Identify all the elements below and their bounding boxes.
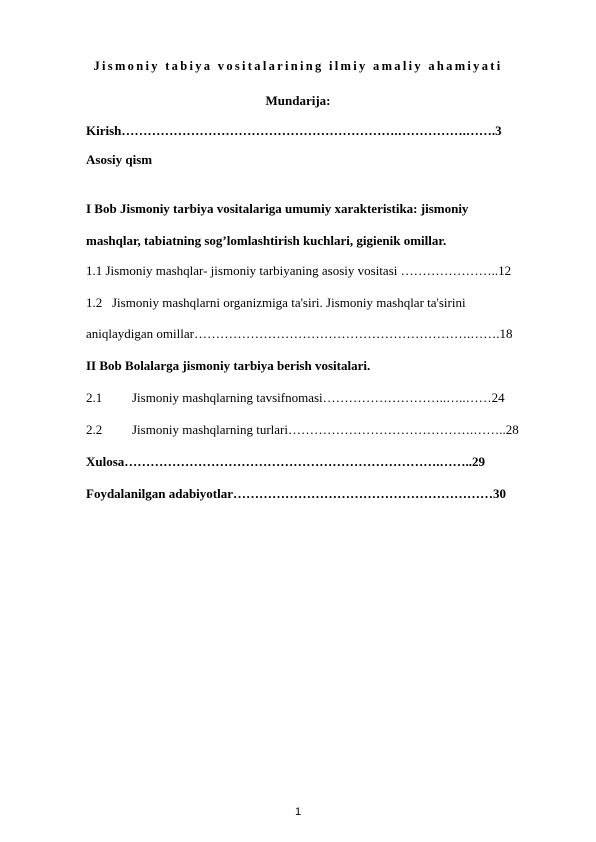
toc-entry-text: Jismoniy mashqlarning tavsifnomasi………………………..…..……24 bbox=[132, 390, 505, 405]
toc-chapter-1-line-1: I Bob Jismoniy tarbiya vositalariga umumiy xarakteristika: jismoniy bbox=[86, 201, 469, 216]
toc-entry-adabiyotlar: Foydalanilgan adabiyotlar……………………………………………………30 bbox=[86, 486, 506, 501]
toc-entry-text: Jismoniy mashqlarning turlari…………………………………….……..28 bbox=[132, 422, 519, 437]
toc-entry-number: 2.1 bbox=[86, 390, 103, 405]
toc-entry-asosiy-qism: Asosiy qism bbox=[86, 152, 153, 167]
toc-entry-1-1: 1.1 Jismoniy mashqlar- jismoniy tarbiyaning asosiy vositasi …………………..12 bbox=[86, 263, 512, 278]
document-title: Jismoniy tabiya vositalarining ilmiy amaliy ahamiyati bbox=[93, 59, 503, 73]
page-number: 1 bbox=[294, 806, 302, 818]
toc-chapter-1-line-2: mashqlar, tabiatning sog’lomlashtirish kuchlari, gigienik omillar. bbox=[86, 233, 447, 248]
toc-entry-1-2-line-2: aniqlaydigan omillar……………………………………………………….…….18 bbox=[86, 326, 513, 341]
toc-heading: Mundarija: bbox=[265, 93, 331, 108]
toc-entry-number: 1.2 bbox=[86, 295, 103, 310]
toc-entry-kirish: Kirish……………………………………………………….…………….…….3 bbox=[86, 123, 502, 138]
toc-entry-1-2-line-1 bbox=[86, 295, 466, 311]
toc-entry-text: Jismoniy mashqlarni organizmiga ta'siri. Jismoniy mashqlar ta'sirini bbox=[112, 295, 466, 310]
toc-entry-2-2 bbox=[86, 422, 519, 438]
toc-entry-2-1 bbox=[86, 390, 505, 406]
toc-entry-xulosa: Xulosa……………………………………………………………….……..29 bbox=[86, 454, 486, 469]
toc-entry-number: 2.2 bbox=[86, 422, 103, 437]
toc-chapter-2: II Bob Bolalarga jismoniy tarbiya berish vositalari. bbox=[86, 358, 371, 373]
